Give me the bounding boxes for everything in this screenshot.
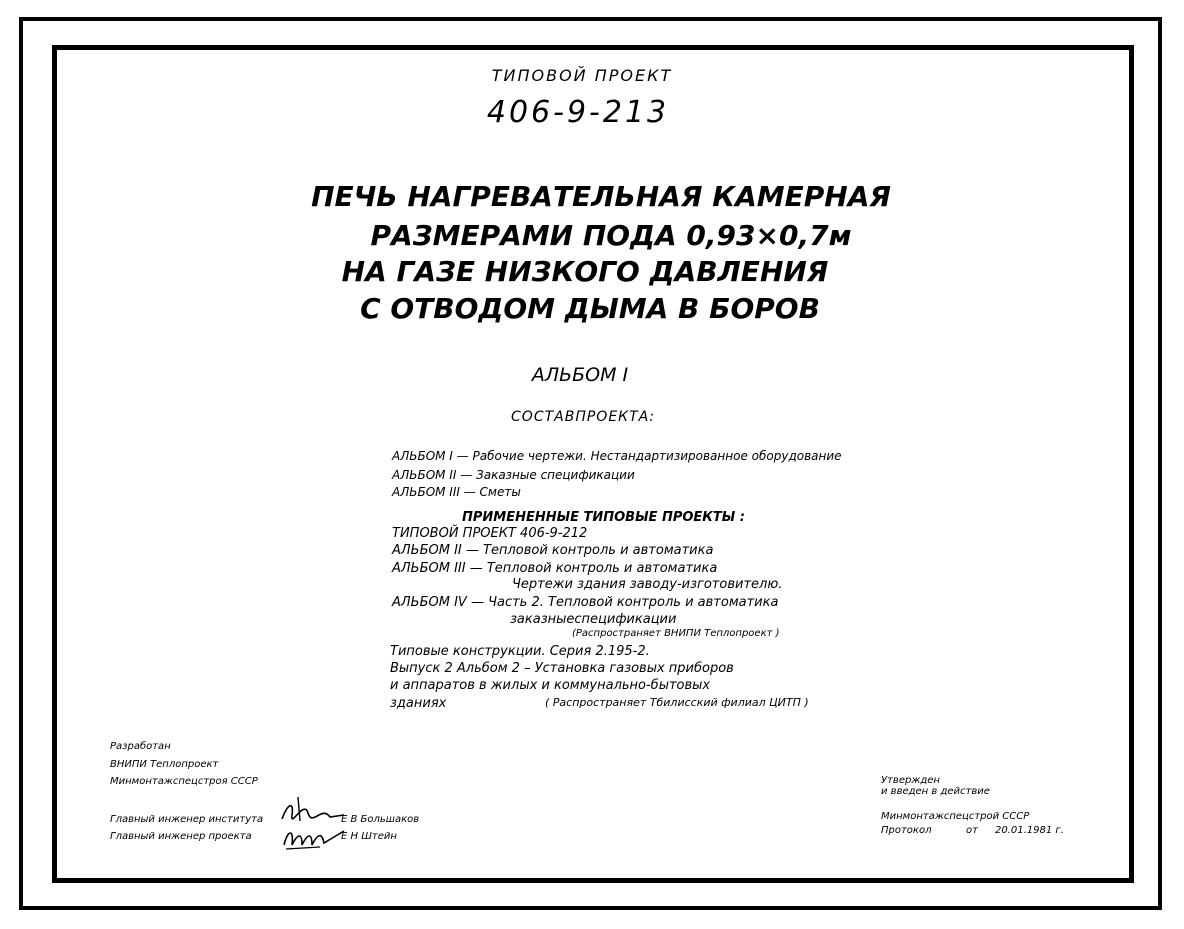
approval-ministry: Минмонтажспецстрой СССР	[881, 811, 1030, 822]
signature-chief-project	[280, 823, 348, 853]
title-line-1: ПЕЧЬ НАГРЕВАТЕЛЬНАЯ КАМЕРНАЯ	[311, 180, 891, 213]
applied-line-4: Чертежи здания заводу-изготовителю.	[512, 577, 783, 592]
inner-border	[52, 45, 1134, 883]
applied-line-11: зданиях	[390, 696, 447, 711]
applied-line-6: заказныеспецификации	[510, 612, 677, 627]
composition-heading: СОСТАВПРОЕКТА:	[511, 409, 655, 425]
developer-line-1: Разработан	[110, 741, 171, 752]
developer-line-3: Минмонтажспецстроя СССР	[110, 776, 258, 787]
composition-item-3: АЛЬБОМ III — Сметы	[392, 485, 521, 499]
title-line-3: НА ГАЗЕ НИЗКОГО ДАВЛЕНИЯ	[341, 255, 829, 288]
project-number: 406-9-213	[486, 95, 670, 130]
title-line-4: С ОТВОДОМ ДЫМА В БОРОВ	[360, 292, 820, 325]
applied-heading: ПРИМЕНЕННЫЕ ТИПОВЫЕ ПРОЕКТЫ :	[462, 510, 745, 525]
approval-protocol-date: 20.01.1981 г.	[995, 825, 1064, 836]
chief-institute-name: Е В Большаков	[341, 814, 420, 825]
approval-protocol-label: Протокол	[881, 825, 932, 836]
developer-line-2: ВНИПИ Теплопроект	[110, 759, 219, 770]
applied-line-1: ТИПОВОЙ ПРОЕКТ 406-9-212	[392, 526, 588, 541]
project-kind: ТИПОВОЙ ПРОЕКТ	[491, 66, 673, 85]
album-label: АЛЬБОМ I	[531, 364, 629, 386]
composition-item-2: АЛЬБОМ II — Заказные спецификации	[392, 468, 635, 482]
chief-project-name: Е Н Штейн	[341, 831, 397, 842]
applied-line-8: Типовые конструкции. Серия 2.195-2.	[390, 644, 650, 659]
applied-line-3: АЛЬБОМ III — Тепловой контроль и автоматика	[392, 561, 718, 576]
title-line-2: РАЗМЕРАМИ ПОДА 0,93×0,7м	[370, 219, 852, 252]
chief-project-role: Главный инженер проекта	[110, 831, 252, 842]
applied-line-12: ( Распространяет Тбилисский филиал ЦИТП )	[545, 696, 809, 709]
applied-line-7: (Распространяет ВНИПИ Теплопроект )	[572, 628, 780, 639]
chief-institute-role: Главный инженер института	[110, 814, 264, 825]
applied-line-10: и аппаратов в жилых и коммунально-бытовых	[390, 678, 711, 693]
applied-line-2: АЛЬБОМ II — Тепловой контроль и автоматика	[392, 543, 714, 558]
applied-line-9: Выпуск 2 Альбом 2 – Установка газовых приборов	[390, 661, 734, 676]
approval-line-2: и введен в действие	[881, 786, 990, 797]
approval-line-1: Утвержден	[881, 775, 940, 786]
applied-line-5: АЛЬБОМ IV — Часть 2. Тепловой контроль и автоматика	[392, 595, 779, 610]
composition-item-1: АЛЬБОМ I — Рабочие чертежи. Нестандартизированное оборудование	[392, 449, 842, 463]
approval-protocol-from: от	[966, 825, 978, 836]
